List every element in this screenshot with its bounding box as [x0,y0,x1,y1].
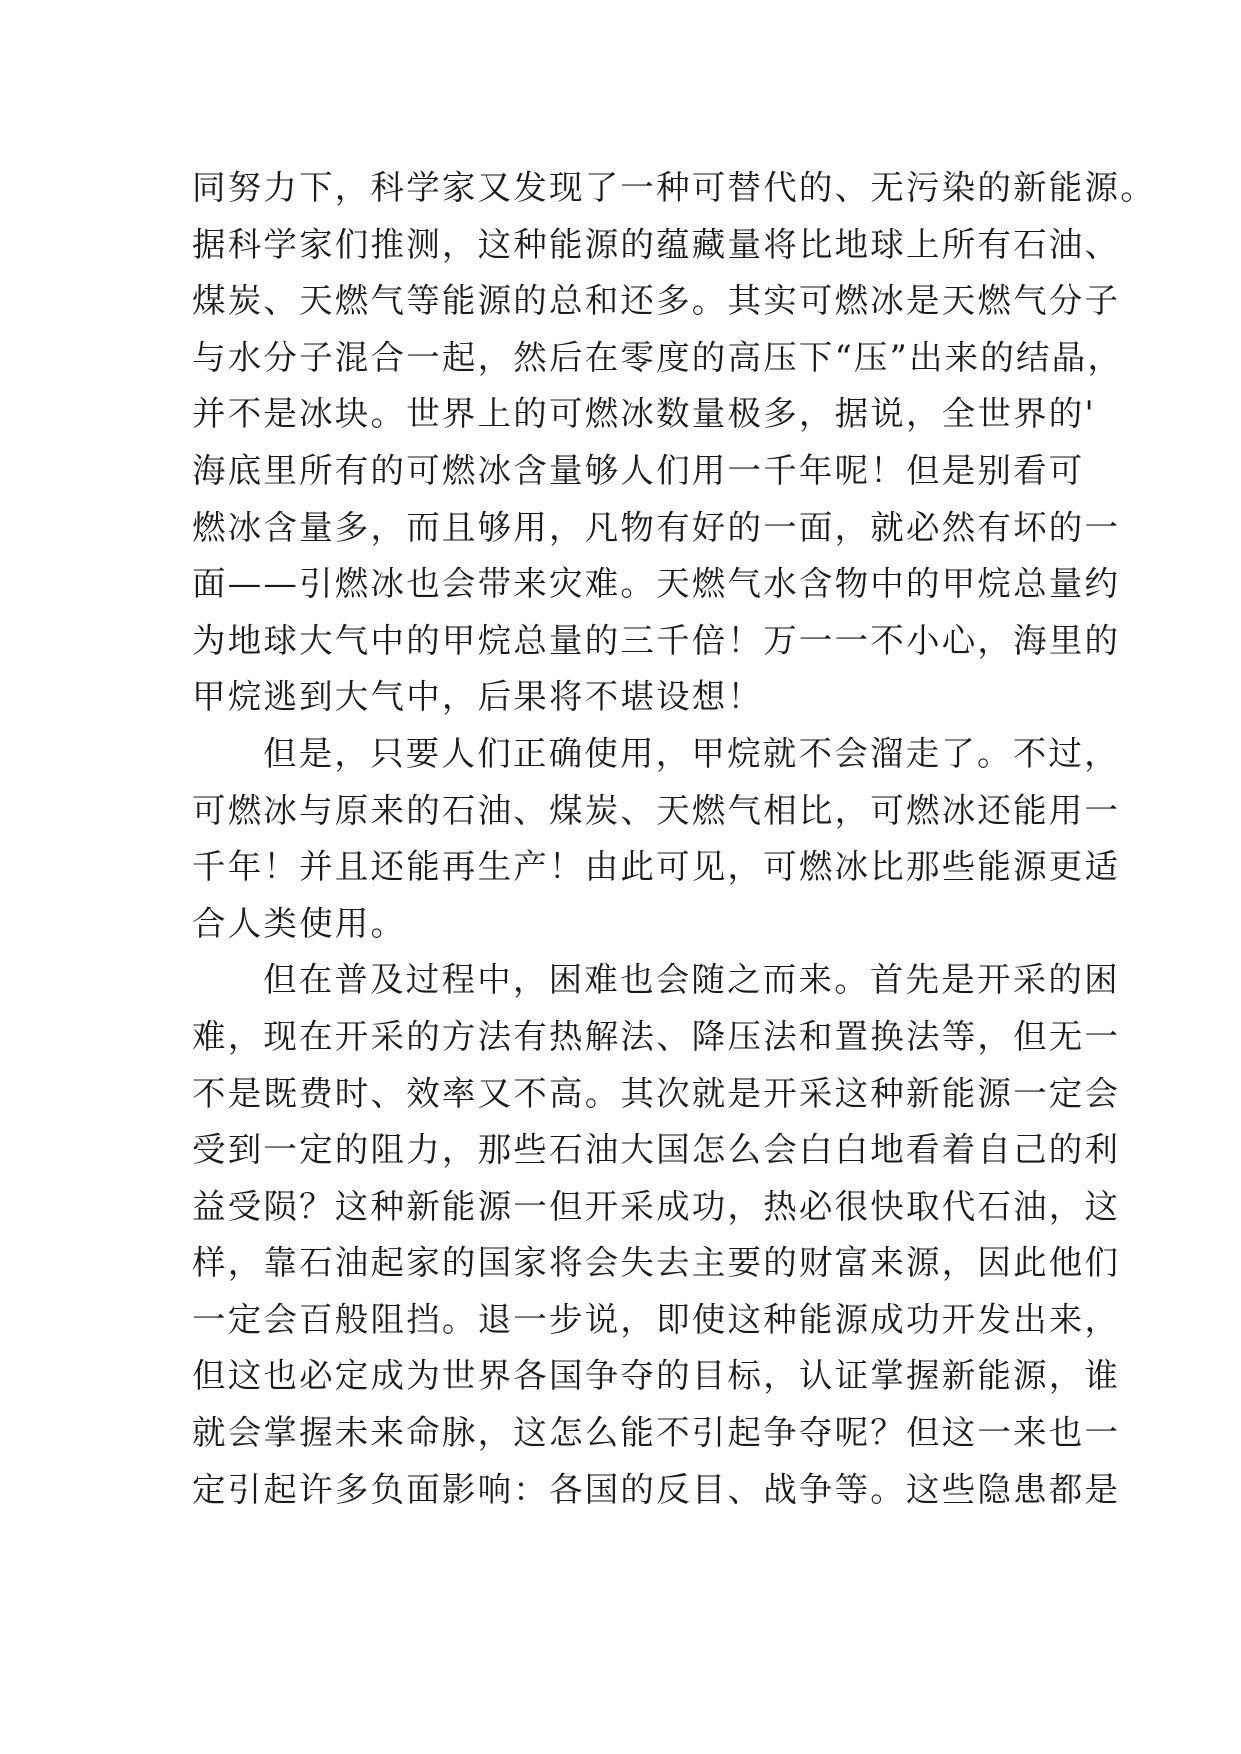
text-line: 一定会百般阻挡。退一步说，即使这种能源成功开发出来， [192,1299,1121,1339]
text-line: 定引起许多负面影响：各国的反目、战争等。这些隐患都是 [192,1469,1121,1509]
text-line: 与水分子混合一起，然后在零度的高压下“压”出来的结晶， [192,337,1124,377]
text-line: 燃冰含量多，而且够用，凡物有好的一面，就必然有坏的一 [192,507,1121,547]
paragraph-first-line: 但在普及过程中，困难也会随之而来。首先是开采的困 [263,960,1120,1000]
text-line: 煤炭、天燃气等能源的总和还多。其实可燃冰是天燃气分子 [192,281,1121,321]
text-line: 就会掌握未来命脉，这怎么能不引起争夺呢？但这一来也一 [192,1413,1121,1453]
text-line: 面——引燃冰也会带来灾难。天燃气水含物中的甲烷总量约 [192,564,1121,604]
text-line: 为地球大气中的甲烷总量的三千倍！万一一不小心，海里的 [192,620,1121,660]
paragraph-first-line: 但是，只要人们正确使用，甲烷就不会溜走了。不过， [263,733,1120,773]
text-line: 据科学家们推测，这种能源的蕴藏量将比地球上所有石油、 [192,224,1121,264]
text-line: 千年！并且还能再生产！由此可见，可燃冰比那些能源更适 [192,847,1121,887]
text-line: 受到一定的阻力，那些石油大国怎么会白白地看着自己的利 [192,1130,1121,1170]
text-line: 甲烷逃到大气中，后果将不堪设想！ [192,677,764,717]
text-line: 可燃冰与原来的石油、煤炭、天燃气相比，可燃冰还能用一 [192,790,1121,830]
text-line: 海底里所有的可燃冰含量够人们用一千年呢！但是别看可 [192,450,1085,490]
text-line: 并不是冰块。世界上的可燃冰数量极多，据说，全世界的' [192,394,1096,434]
text-line: 样，靠石油起家的国家将会失去主要的财富来源，因此他们 [192,1243,1121,1283]
document-body [192,160,1156,1518]
text-line: 但这也必定成为世界各国争夺的目标，认证掌握新能源，谁 [192,1356,1121,1396]
text-line: 合人类使用。 [192,903,407,943]
text-line: 不是既费时、效率又不高。其次就是开采这种新能源一定会 [192,1073,1121,1113]
text-line: 难，现在开采的方法有热解法、降压法和置换法等，但无一 [192,1016,1121,1056]
text-line: 同努力下，科学家又发现了一种可替代的、无污染的新能源。 [192,168,1156,207]
text-line: 益受陨？这种新能源一但开采成功，热必很快取代石油，这 [192,1186,1121,1226]
